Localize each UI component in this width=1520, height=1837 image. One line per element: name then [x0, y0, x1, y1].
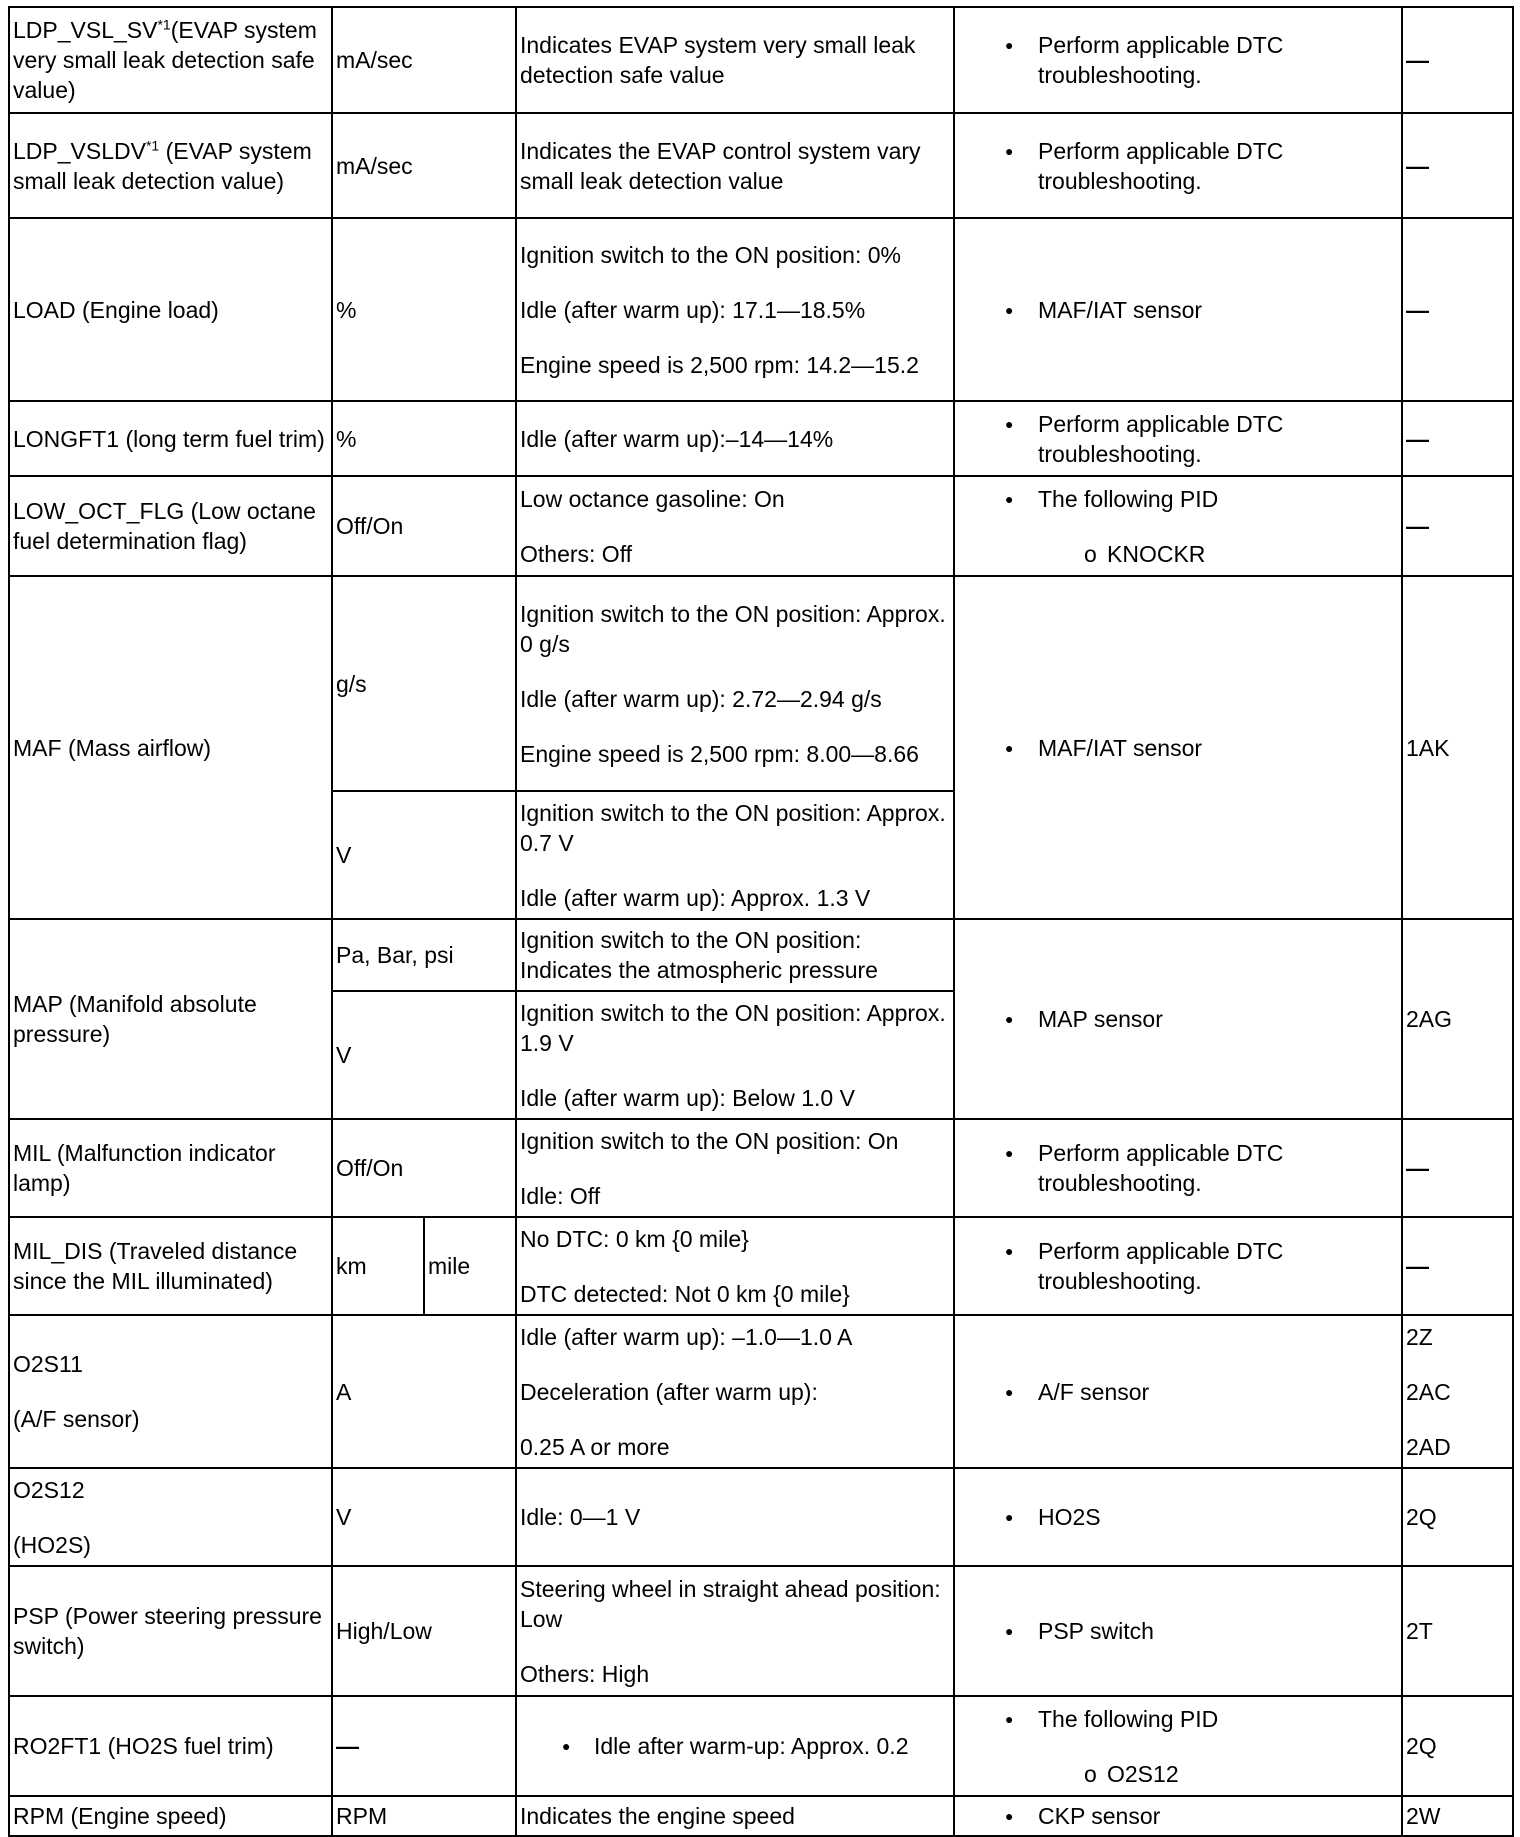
inspection-cell: ● The following PID o O2S12 [954, 1696, 1402, 1796]
unit-cell: A [332, 1315, 516, 1468]
unit-cell: — [332, 1696, 516, 1796]
terminal-cell: — [1402, 113, 1513, 218]
terminal-cell: — [1402, 7, 1513, 113]
condition-cell: Ignition switch to the ON position: Indicates the atmospheric pressure [516, 919, 954, 991]
pid-name-cell: LDP_VSL_SV$^{*1}$(EVAP system very small leak detection safe value) [9, 7, 332, 113]
terminal-cell: — [1402, 218, 1513, 401]
inspection-cell: ● Perform applicable DTC troubleshooting. [954, 7, 1402, 113]
table-row [9, 1315, 1513, 1468]
unit-mile-cell: mile [424, 1217, 516, 1315]
condition-cell: Indicates the engine speed [516, 1796, 954, 1836]
pid-name-cell: RPM (Engine speed) [9, 1796, 332, 1836]
unit-cell: High/Low [332, 1566, 516, 1696]
inspection-cell: ● The following PID o KNOCKR [954, 476, 1402, 576]
table-row [9, 1217, 1513, 1315]
unit-cell: Pa, Bar, psi [332, 919, 516, 991]
inspection-cell: ● MAP sensor [954, 919, 1402, 1119]
terminal-cell: 2AG [1402, 919, 1513, 1119]
inspection-cell: ● PSP switch [954, 1566, 1402, 1696]
unit-cell: g/s [332, 576, 516, 791]
terminal-cell: — [1402, 1217, 1513, 1315]
table-row [9, 7, 1513, 113]
pid-name-cell: O2S11 (A/F sensor) [9, 1315, 332, 1468]
condition-cell: No DTC: 0 km {0 mile} DTC detected: Not 0 km {0 mile} [516, 1217, 954, 1315]
terminal-cell: 1AK [1402, 576, 1513, 919]
table-row [9, 1796, 1513, 1836]
unit-cell: V [332, 1468, 516, 1566]
terminal-cell: 2Q [1402, 1468, 1513, 1566]
terminal-cell: — [1402, 1119, 1513, 1217]
table-row [9, 476, 1513, 576]
unit-cell: Off/On [332, 1119, 516, 1217]
inspection-cell: ● CKP sensor [954, 1796, 1402, 1836]
pid-name-cell: LOW_OCT_FLG (Low octane fuel determination flag) [9, 476, 332, 576]
condition-cell: Ignition switch to the ON position: Approx. 0.7 V Idle (after warm up): Approx. 1.3 V [516, 791, 954, 919]
terminal-cell: 2Z 2AC 2AD [1402, 1315, 1513, 1468]
inspection-cell: ● Perform applicable DTC troubleshooting. [954, 113, 1402, 218]
terminal-cell: — [1402, 476, 1513, 576]
pid-name-cell: RO2FT1 (HO2S fuel trim) [9, 1696, 332, 1796]
pid-name-cell: MAF (Mass airflow) [9, 576, 332, 919]
pid-name-cell: PSP (Power steering pressure switch) [9, 1566, 332, 1696]
pid-name-cell: O2S12 (HO2S) [9, 1468, 332, 1566]
unit-cell: V [332, 991, 516, 1119]
pid-name-cell: LDP_VSLDV$^{*1}$ (EVAP system small leak detection value) [9, 113, 332, 218]
terminal-cell: — [1402, 401, 1513, 476]
table-row [9, 919, 1513, 991]
unit-cell: % [332, 401, 516, 476]
inspection-cell: ● Perform applicable DTC troubleshooting. [954, 1119, 1402, 1217]
unit-km-cell: km [332, 1217, 424, 1315]
pid-name-cell: MIL_DIS (Traveled distance since the MIL illuminated) [9, 1217, 332, 1315]
table-row [9, 401, 1513, 476]
condition-cell: Idle (after warm up):–14—14% [516, 401, 954, 476]
inspection-cell: ● Perform applicable DTC troubleshooting. [954, 401, 1402, 476]
unit-cell: % [332, 218, 516, 401]
condition-cell: ● Idle after warm-up: Approx. 0.2 [516, 1696, 954, 1796]
unit-cell: RPM [332, 1796, 516, 1836]
condition-cell: Idle: 0—1 V [516, 1468, 954, 1566]
condition-cell: Indicates EVAP system very small leak detection safe value [516, 7, 954, 113]
unit-cell: mA/sec [332, 113, 516, 218]
condition-cell: Indicates the EVAP control system vary small leak detection value [516, 113, 954, 218]
inspection-cell: ● MAF/IAT sensor [954, 576, 1402, 919]
pid-name-cell: MAP (Manifold absolute pressure) [9, 919, 332, 1119]
pid-name-cell: LONGFT1 (long term fuel trim) [9, 401, 332, 476]
terminal-cell: 2W [1402, 1796, 1513, 1836]
inspection-cell: ● MAF/IAT sensor [954, 218, 1402, 401]
condition-cell: Low octance gasoline: On Others: Off [516, 476, 954, 576]
condition-cell: Ignition switch to the ON position: On Idle: Off [516, 1119, 954, 1217]
table-row [9, 218, 1513, 401]
inspection-cell: ● HO2S [954, 1468, 1402, 1566]
unit-cell: Off/On [332, 476, 516, 576]
terminal-cell: 2Q [1402, 1696, 1513, 1796]
unit-cell: mA/sec [332, 7, 516, 113]
condition-cell: Steering wheel in straight ahead position: Low Others: High [516, 1566, 954, 1696]
pid-monitor-table [8, 6, 1514, 1837]
inspection-cell: ● A/F sensor [954, 1315, 1402, 1468]
table-row [9, 1566, 1513, 1696]
table-row [9, 576, 1513, 791]
terminal-cell: 2T [1402, 1566, 1513, 1696]
condition-cell: Ignition switch to the ON position: Approx. 1.9 V Idle (after warm up): Below 1.0 V [516, 991, 954, 1119]
condition-cell: Ignition switch to the ON position: Approx. 0 g/s Idle (after warm up): 2.72—2.94 g/s Engine speed is 2,500 rpm: 8.00—8.66 [516, 576, 954, 791]
table-row [9, 1696, 1513, 1796]
condition-cell: Ignition switch to the ON position: 0% Idle (after warm up): 17.1—18.5% Engine speed is 2,500 rpm: 14.2—15.2 [516, 218, 954, 401]
pid-name-cell: MIL (Malfunction indicator lamp) [9, 1119, 332, 1217]
table-row [9, 1119, 1513, 1217]
table-row [9, 113, 1513, 218]
inspection-cell: ● Perform applicable DTC troubleshooting. [954, 1217, 1402, 1315]
pid-name-cell: LOAD (Engine load) [9, 218, 332, 401]
unit-cell: V [332, 791, 516, 919]
table-row [9, 1468, 1513, 1566]
condition-cell: Idle (after warm up): –1.0—1.0 A Deceleration (after warm up): 0.25 A or more [516, 1315, 954, 1468]
